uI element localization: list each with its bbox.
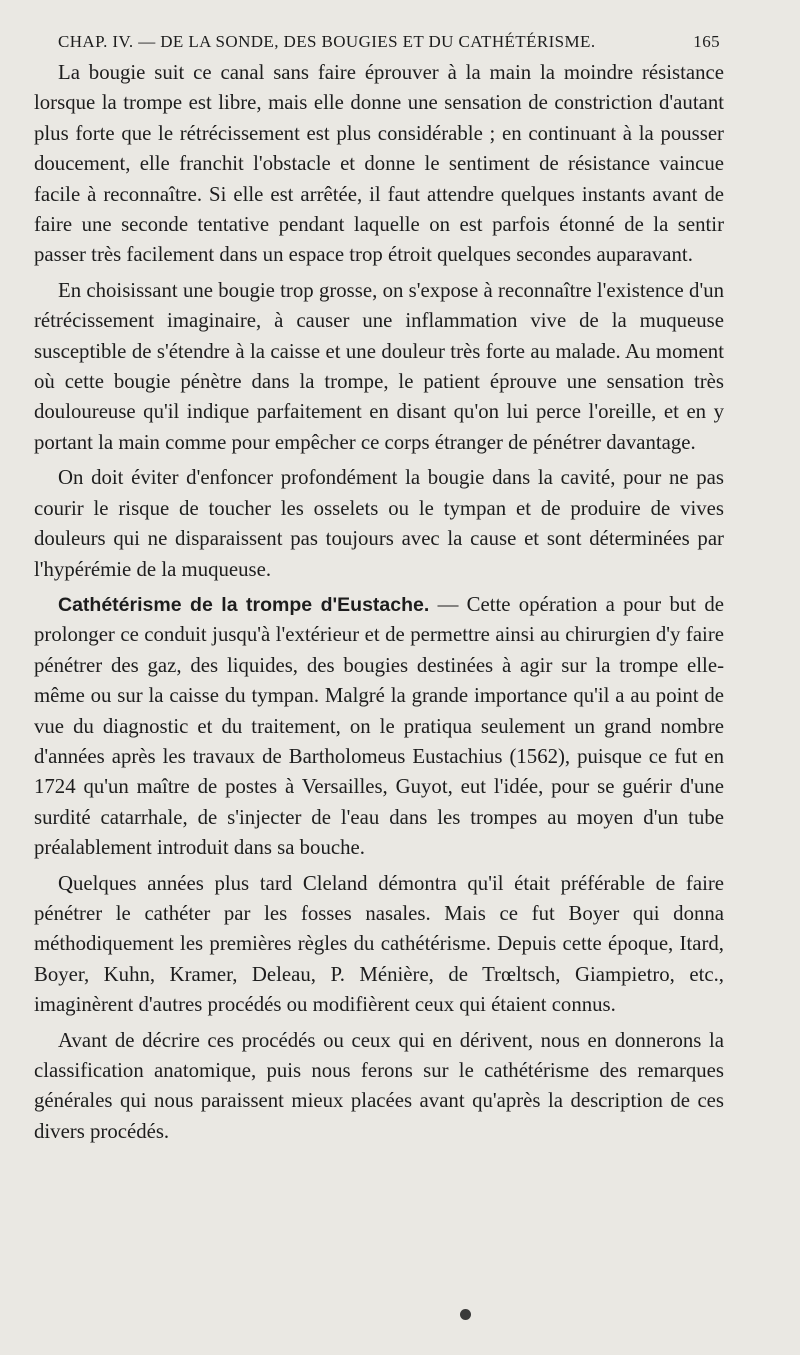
section-paragraph [34,590,724,864]
paragraph: En choisissant une bougie trop grosse, on s'expose à reconnaître l'existence d'un rétrécissement imaginaire, à causer une inflammation vive de la muqueuse susceptible de s'étendre à la caisse et une douleur très forte au malade. Au moment où cette bougie pénètre dans la trompe, le patient éprouve une sensation très douloureuse qu'il indique parfaitement en disant qu'on lui perce l'oreille, et en y portant la main comme pour empêcher ce corps étranger de pénétrer davantage. [34,278,724,454]
paragraph: Avant de décrire ces procédés ou ceux qui en dérivent, nous en donnerons la classification anatomique, puis nous ferons sur le cathétérisme des remarques générales qui nous paraissent mieux placées avant qu'après la description de ces divers procédés. [34,1028,724,1143]
paragraph: Quelques années plus tard Cleland démontra qu'il était préférable de faire pénétrer le cathéter par les fosses nasales. Mais ce fut Boyer qui donna méthodiquement les premières règles du cathétérisme. Depuis cette époque, Itard, Boyer, Kuhn, Kramer, Deleau, P. Ménière, de Trœltsch, Giampietro, etc., imaginèrent d'autres procédés ou modifièrent ceux qui étaient connus. [34,871,724,1017]
paragraph: La bougie suit ce canal sans faire éprouver à la main la moindre résistance lorsque la trompe est libre, mais elle donne une sensation de constriction d'autant plus forte que le rétrécissement est plus considérable ; en continuant à la pousser doucement, elle franchit l'obstacle et donne le sentiment de résistance vaincue facile à reconnaître. Si elle est arrêtée, il faut attendre quelques instants avant de faire une seconde tentative pendant laquelle on est parfois étonné de la sentir passer très facilement dans un espace trop étroit quelques secondes auparavant. [34,61,724,267]
running-header [58,32,720,56]
page-number: 165 [693,32,720,51]
paragraph: On doit éviter d'enfoncer profondément la bougie dans la cavité, pour ne pas courir le risque de toucher les osselets ou le tympan et de produire de vives douleurs qui ne disparaissent pas toujours avec la cause et sont déterminées par l'hypérémie de la muqueuse. [34,466,724,581]
section-text: — Cette opération a pour but de prolonger ce conduit jusqu'à l'extérieur et de permettre ainsi au chirurgien d'y faire pénétrer des gaz, des liquides, des bougies destinées à agir sur la trompe elle-même ou sur la caisse du tympan. Malgré la grande importance qu'il a au point de vue du diagnostic et du traitement, on le pratiqua seulement un grand nombre d'années après les travaux de Bartholomeus Eustachius (1562), puisque ce fut en 1724 qu'un maître de postes à Versailles, Guyot, eut l'idée, pour se guérir d'une surdité catarrhale, de s'injecter de l'eau dans les trompes au moyen d'un tube préalablement introduit dans sa bouche. [34,592,724,860]
running-title: CHAP. IV. — DE LA SONDE, DES BOUGIES ET DU CATHÉTÉRISME. [58,32,596,51]
section-heading: Cathétérisme de la trompe d'Eustache. [58,593,430,616]
page-body [34,58,724,1152]
ink-dot [460,1309,471,1320]
